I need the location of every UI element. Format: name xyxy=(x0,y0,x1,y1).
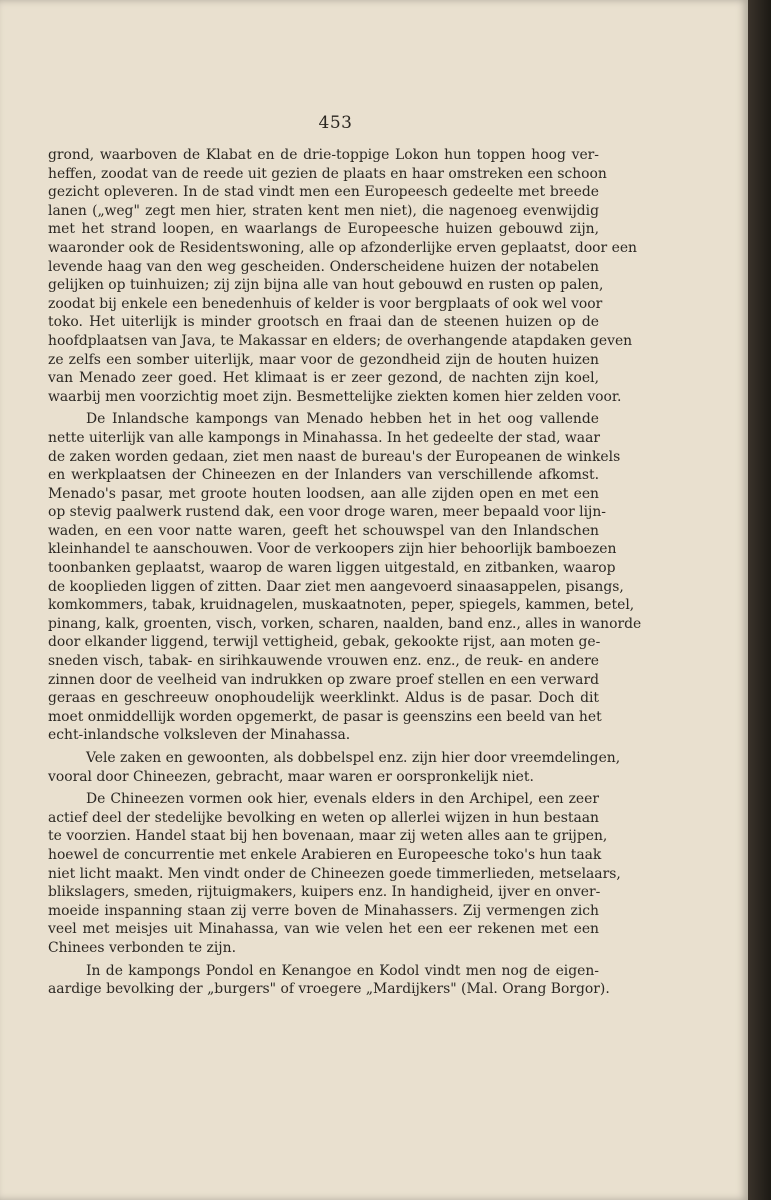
text-line: moeide inspanning staan zij verre boven de Minahassers. Zij vermengen zich xyxy=(48,902,599,919)
text-line: nette uiterlijk van alle kampongs in Minahassa. In het gedeelte der stad, waar xyxy=(48,429,601,446)
text-line: geraas en geschreeuw onophoudelijk weerklinkt. Aldus is de pasar. Doch dit xyxy=(48,690,599,707)
text-line: hoofdplaatsen van Java, te Makassar en elders; de overhangende atapdaken geven xyxy=(48,332,633,349)
text-line: heffen, zoodat van de reede uit gezien de plaats en haar omstreken een schoon xyxy=(48,165,607,182)
text-line: zoodat bij enkele een benedenhuis of kelder is voor bergplaats of ook wel voor xyxy=(48,295,603,312)
text-line: komkommers, tabak, kruidnagelen, muskaatnoten, peper, spiegels, kammen, betel, xyxy=(48,597,635,614)
text-line: hoewel de concurrentie met enkele Arabieren en Europeesche toko's hun taak xyxy=(48,846,602,863)
text-line: De Inlandsche kampongs van Menado hebben het in het oog vallende xyxy=(86,411,599,428)
text-line: waden, en een voor natte waren, geeft het schouwspel van den Inlandschen xyxy=(48,522,599,539)
text-line: kleinhandel te aanschouwen. Voor de verkoopers zijn hier behoorlijk bamboezen xyxy=(48,541,617,558)
text-line: gezicht opleveren. In de stad vindt men een Europeesch gedeelte met breede xyxy=(48,184,599,201)
text-line: levende haag van den weg gescheiden. Onderscheidene huizen der notabelen xyxy=(48,258,599,275)
text-line: blikslagers, smeden, rijtuigmakers, kuipers enz. In handigheid, ijver en onver- xyxy=(48,884,601,901)
text-line: sneden visch, tabak- en sirihkauwende vrouwen enz. enz., de reuk- en andere xyxy=(48,653,599,670)
text-line: gelijken op tuinhuizen; zij zijn bijna alle van hout gebouwd en rusten op palen, xyxy=(48,277,604,294)
page-number: 453 xyxy=(318,113,353,133)
text-line: aardige bevolking der „burgers" of vroegere „Mardijkers" (Mal. Orang Borgor). xyxy=(48,981,610,998)
text-line: vooral door Chineezen, gebracht, maar waren er oorspronkelijk niet. xyxy=(48,768,534,785)
text-line: van Menado zeer goed. Het klimaat is er zeer gezond, de nachten zijn koel, xyxy=(48,370,599,387)
paragraph xyxy=(48,410,642,745)
text-line: de kooplieden liggen of zitten. Daar ziet men aangevoerd sinaasappelen, pisangs, xyxy=(48,578,624,595)
text-line: de zaken worden gedaan, ziet men naast de bureau's der Europeanen de winkels xyxy=(48,448,621,465)
page-edge xyxy=(748,0,771,1200)
text-line: grond, waarboven de Klabat en de drie-toppige Lokon hun toppen hoog ver- xyxy=(48,147,599,163)
text-line: te voorzien. Handel staat bij hen bovenaan, maar zij weten alles aan te grijpen, xyxy=(48,828,608,845)
text-line: toko. Het uiterlijk is minder grootsch en fraai dan de steenen huizen op de xyxy=(48,314,599,331)
text-line: Menado's pasar, met groote houten loodsen, aan alle zijden open en met een xyxy=(48,485,599,502)
text-line: door elkander liggend, terwijl vettigheid, gebak, gekookte rijst, aan moten ge- xyxy=(48,634,601,651)
paragraph xyxy=(48,146,637,406)
text-line: Chinees verbonden te zijn. xyxy=(48,939,236,956)
text-line: actief deel der stedelijke bevolking en weten op allerlei wijzen in hun bestaan xyxy=(48,809,599,826)
text-line: In de kampongs Pondol en Kenangoe en Kodol vindt men nog de eigen- xyxy=(86,962,599,979)
paragraph xyxy=(48,962,610,999)
text-line: toonbanken geplaatst, waarop de waren liggen uitgestald, en zitbanken, waarop xyxy=(48,560,616,577)
text-line: moet onmiddellijk worden opgemerkt, de pasar is geenszins een beeld van het xyxy=(48,708,602,725)
text-line: waaronder ook de Residentswoning, alle op afzonderlijke erven geplaatst, door een xyxy=(48,239,637,256)
text-line: pinang, kalk, groenten, visch, vorken, scharen, naalden, band enz., alles in wanorde xyxy=(48,615,642,632)
text-line: lanen („weg" zegt men hier, straten kent men niet), die nagenoeg evenwijdig xyxy=(48,202,599,219)
body-text xyxy=(48,146,642,1003)
text-line: De Chineezen vormen ook hier, evenals elders in den Archipel, een zeer xyxy=(86,791,599,808)
text-line: veel met meisjes uit Minahassa, van wie velen het een eer rekenen met een xyxy=(48,921,599,938)
paragraph xyxy=(48,790,621,957)
text-line: echt-inlandsche volksleven der Minahassa. xyxy=(48,727,351,744)
text-line: op stevig paalwerk rustend dak, een voor droge waren, meer bepaald voor lijn- xyxy=(48,504,606,521)
text-line: zinnen door de veelheid van indrukken op zware proef stellen en een verward xyxy=(48,671,599,688)
text-line: niet licht maakt. Men vindt onder de Chineezen goede timmerlieden, metselaars, xyxy=(48,865,621,882)
text-line: met het strand loopen, en waarlangs de Europeesche huizen gebouwd zijn, xyxy=(48,221,599,238)
text-line: waarbij men voorzichtig moet zijn. Besmettelijke ziekten komen hier zelden voor. xyxy=(48,388,622,405)
text-line: en werkplaatsen der Chineezen en der Inlanders van verschillende afkomst. xyxy=(48,467,599,484)
text-line: Vele zaken en gewoonten, als dobbelspel enz. zijn hier door vreemdelingen, xyxy=(86,750,621,766)
paragraph xyxy=(48,749,621,786)
text-line: ze zelfs een somber uiterlijk, maar voor de gezondheid zijn de houten huizen xyxy=(48,351,599,368)
